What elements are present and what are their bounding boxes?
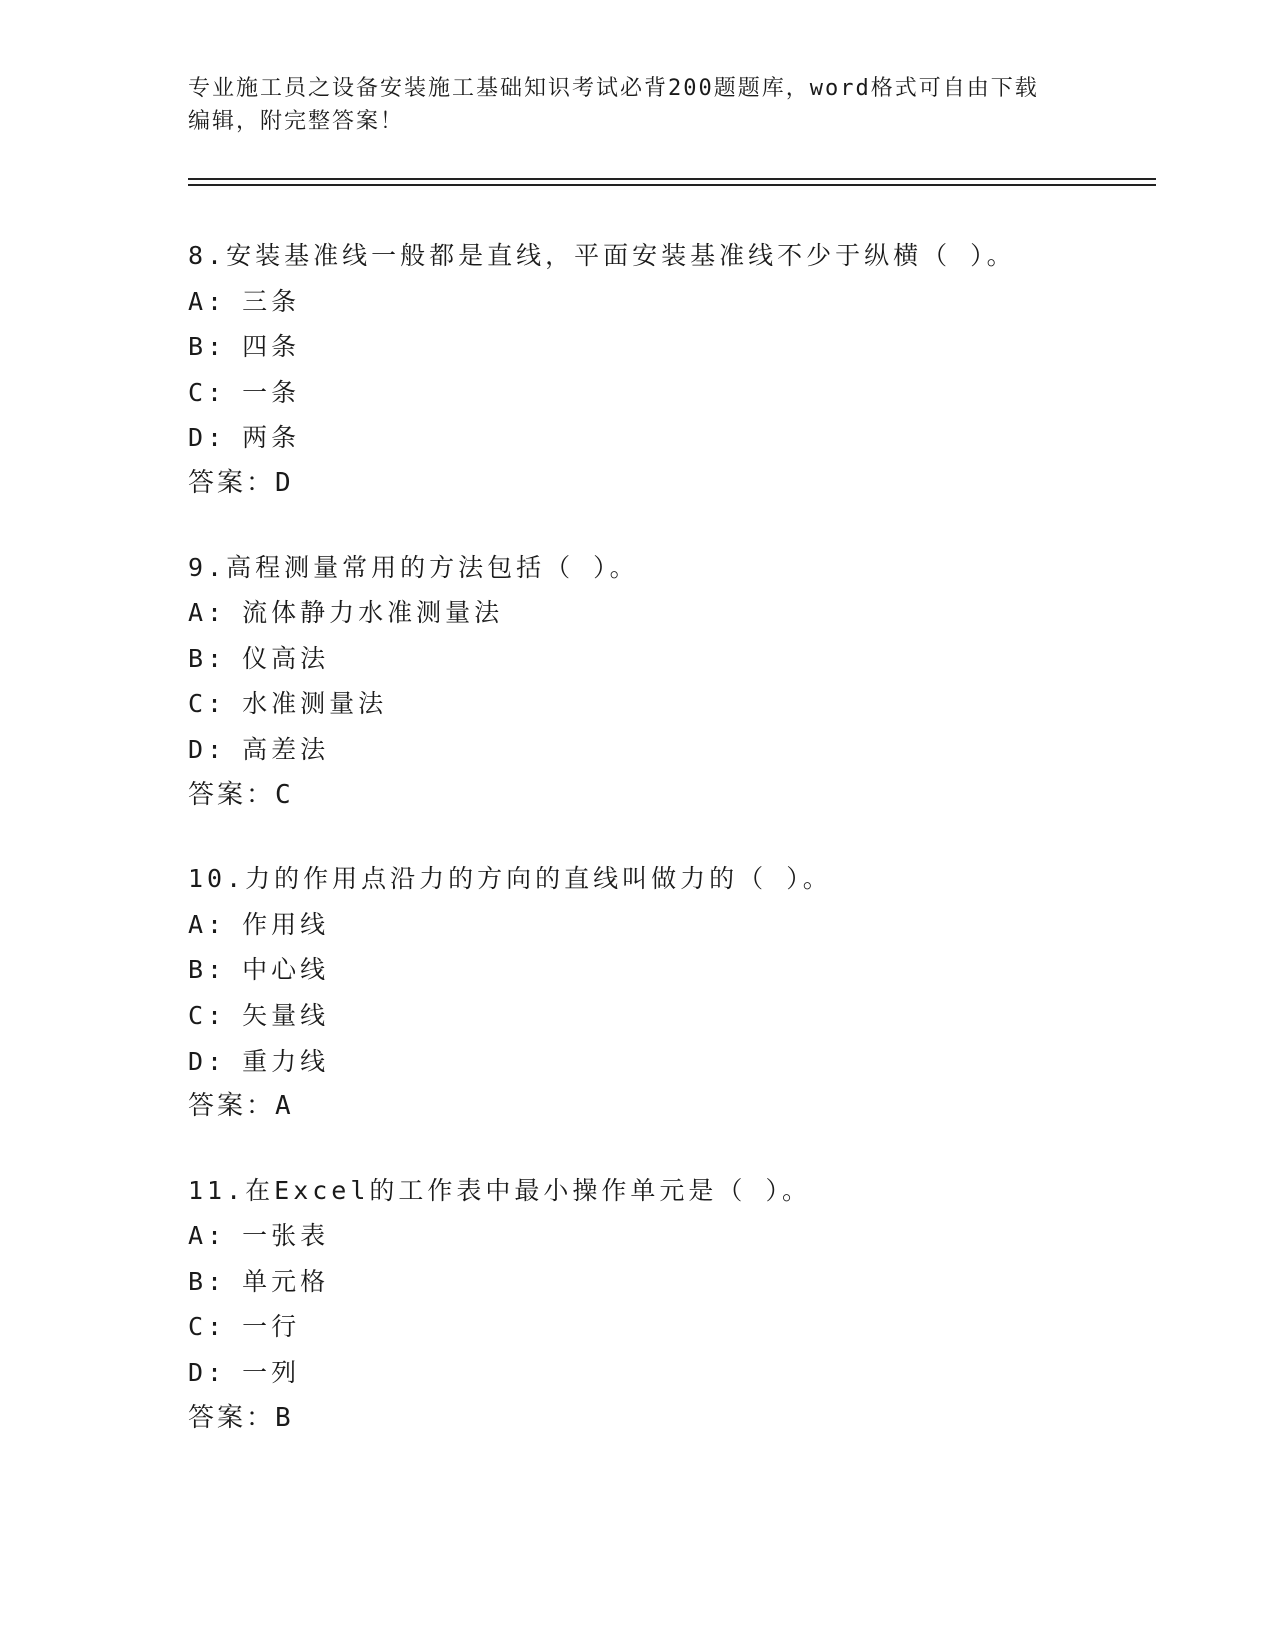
option-letter: A: — [188, 1221, 227, 1251]
option-b — [188, 1259, 1156, 1305]
option-a — [188, 1213, 1156, 1259]
answer-label: 答案： — [188, 1402, 276, 1433]
question-9 — [188, 545, 1156, 819]
question-text: 8.安装基准线一般都是直线，平面安装基准线不少于纵横（ ）。 — [188, 241, 1016, 270]
option-text: 一行 — [242, 1312, 301, 1342]
answer-label: 答案： — [188, 467, 276, 498]
option-c — [188, 370, 1156, 416]
option-letter: D: — [188, 423, 227, 453]
answer-line — [188, 773, 1156, 819]
header-divider-bottom — [188, 184, 1156, 186]
option-b — [188, 947, 1156, 993]
question-text: 10.力的作用点沿力的方向的直线叫做力的（ ）。 — [188, 864, 832, 894]
option-text: 中心线 — [242, 955, 330, 985]
option-letter: B: — [188, 332, 227, 362]
option-text: 水准测量法 — [242, 689, 388, 719]
answer-value: C — [275, 779, 293, 810]
header-divider-top — [188, 178, 1156, 180]
option-text: 重力线 — [242, 1046, 330, 1076]
answer-value: D — [275, 467, 293, 498]
option-text: 一列 — [242, 1358, 301, 1388]
option-letter: D: — [188, 734, 227, 764]
option-b — [188, 636, 1156, 682]
option-letter: B: — [188, 643, 227, 673]
option-a — [188, 902, 1156, 948]
document-title — [188, 72, 1088, 138]
answer-line — [188, 461, 1156, 507]
option-letter: C: — [188, 689, 227, 719]
option-text: 一张表 — [242, 1221, 330, 1251]
option-c — [188, 681, 1156, 727]
question-8 — [188, 233, 1156, 507]
question-list — [188, 233, 1156, 1479]
option-a — [188, 590, 1156, 636]
option-letter: B: — [188, 1266, 227, 1296]
option-letter: A: — [188, 909, 227, 939]
answer-value: B — [275, 1402, 293, 1433]
option-text: 四条 — [242, 332, 301, 362]
option-text: 单元格 — [242, 1266, 330, 1296]
option-letter: C: — [188, 1312, 227, 1342]
option-text: 矢量线 — [242, 1000, 330, 1030]
option-letter: A: — [188, 286, 227, 316]
option-d — [188, 415, 1156, 461]
answer-label: 答案： — [188, 1091, 276, 1122]
option-c — [188, 1304, 1156, 1350]
option-d — [188, 727, 1156, 773]
answer-value: A — [275, 1091, 293, 1122]
title-line-2: 编辑，附完整答案！ — [188, 109, 405, 134]
answer-line — [188, 1084, 1156, 1130]
option-d — [188, 1039, 1156, 1085]
option-letter: A: — [188, 598, 227, 628]
option-text: 高差法 — [242, 734, 330, 764]
option-text: 作用线 — [242, 909, 330, 939]
option-text: 两条 — [242, 423, 301, 453]
option-b — [188, 324, 1156, 370]
option-text: 流体静力水准测量法 — [242, 598, 504, 628]
option-letter: B: — [188, 955, 227, 985]
question-10 — [188, 856, 1156, 1130]
answer-line — [188, 1396, 1156, 1442]
question-11 — [188, 1168, 1156, 1442]
option-c — [188, 993, 1156, 1039]
question-text: 11.在Excel的工作表中最小操作单元是（ ）。 — [188, 1175, 811, 1205]
option-text: 仪高法 — [242, 643, 330, 673]
question-text: 9.高程测量常用的方法包括（ ）。 — [188, 552, 639, 582]
option-letter: C: — [188, 1000, 227, 1030]
option-text: 一条 — [242, 377, 301, 407]
option-a — [188, 279, 1156, 325]
option-letter: C: — [188, 377, 227, 407]
title-line-1: 专业施工员之设备安装施工基础知识考试必背200题题库，word格式可自由下载 — [188, 76, 1039, 101]
option-text: 三条 — [242, 286, 301, 316]
option-d — [188, 1350, 1156, 1396]
answer-label: 答案： — [188, 779, 276, 810]
option-letter: D: — [188, 1046, 227, 1076]
option-letter: D: — [188, 1358, 227, 1388]
